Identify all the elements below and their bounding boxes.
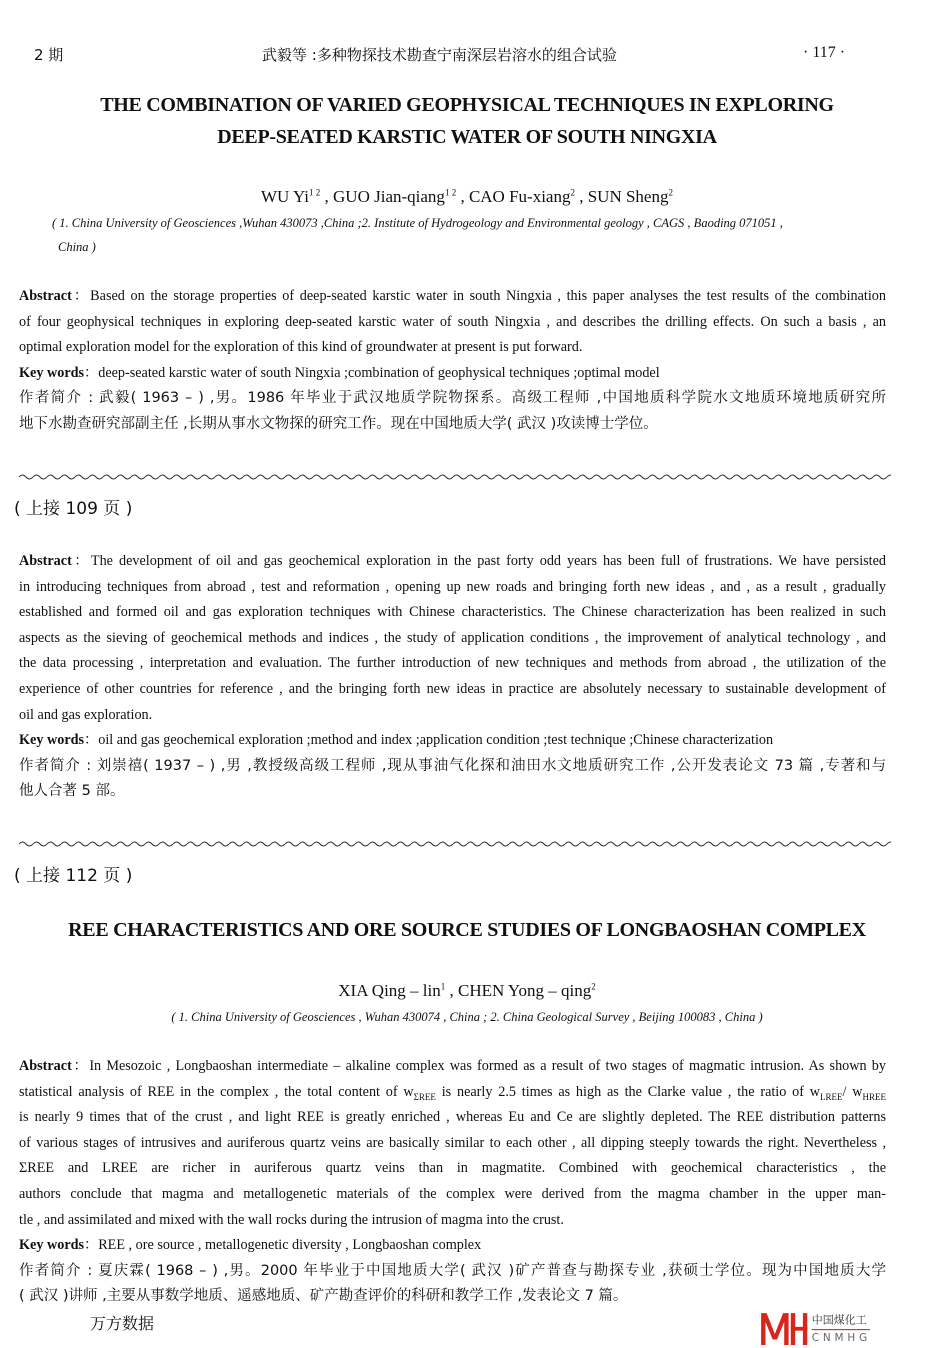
continued-from-note: ( 上接 112 页 ): [14, 866, 133, 886]
article1-authors: WU $Yi^{1 2}$ , GUO Jian-qiang$^{1 2}$ , CAO Fu-xiang$^2$ , SUN Sheng$^2$: [261, 187, 673, 206]
article2-keywords: Key words：oil and gas geochemical exploration ;method and index ;application condition ;test technique ;Chinese characterization: [19, 732, 774, 749]
article3-abstract: Abstract：In Mesozoic , Longbaoshan intermediate – alkaline complex was formed as a result of two stages of magmatic intrusion. As shown by statistical analysis of REE in the complex , the total content of $w_{\Sigma REE}$ is nearly 2.5 times as high as the Clarke value , the ratio of $w_{LREE}/$ $w_{HREE}$ is nearly 9 times that of the crust , and light REE is greatly enriched , whereas Eu and Ce are slightly depleted. The REE distribution patterns of various stages of intrusives and auriferous quartz veins are basically similar to each other , all dipping steeply towards the right. Nevertheless , ΣREE and LREE are richer in auriferous quartz veins than in magmatite. Combined with geochemical characteristics , the authors conclude that magma and metallogenetic materials of the complex were derived from the magma chamber in the upper man- tle , and assimilated and mixed with the wall rocks during the intrusion of magma into the crust. Key words：REE , ore source , metallogenetic diversity , Longbaoshan complex 作者简介 : 夏庆霖( 1968 – ) ,男。2000 年毕业于中国地质大学( 武汉 )矿产普查与勘探专业 ,获硕士学位。现为中国地质大学 ( 武汉 )讲师 ,主要从事数学地质、遥感地质、矿产勘查评价的科研和教学工作 ,发表论文 7 篇。: [19, 1058, 886, 1305]
article1-title-line2: DEEP-SEATED KARSTIC WATER OF SOUTH NINGXIA: [217, 126, 717, 148]
article1-bio: 作者简介 : 武毅( 1963 – ) ,男。1986 年毕业于武汉地质学院物探系。高级工程师 ,中国地质科学院水文地质环境地质研究所: [19, 390, 886, 407]
article1-keywords: Key words：deep-seated karstic water of south Ningxia ;combination of geophysical techniques ;optimal model: [19, 364, 660, 381]
logo-text-cn: 中国煤化工: [811, 1313, 867, 1327]
article2-bio: 作者简介 : 刘崇禧( 1937 – ) ,男 ,教授级高级工程师 ,现从事油气化探和油田水文地质研究工作 ,公开发表论文 73 篇 ,专著和与: [19, 757, 886, 774]
section-divider: [19, 840, 891, 848]
article1-affiliation: ( 1. China University of Geosciences ,Wuhan 430073 ,China ;2. Institute of Hydrogeology and Environmental geology , CAGS , Baoding 071051 ,: [52, 216, 783, 230]
section-divider: [19, 473, 891, 481]
continued-from-note: ( 上接 109 页 ): [14, 499, 133, 519]
issue-number: 2 期: [34, 46, 64, 64]
running-title: 武毅等 :多种物探技术勘查宁南深层岩溶水的组合试验: [262, 46, 617, 64]
article1-abstract: Abstract：Based on the storage properties of deep-seated karstic water in south Ningxia , this paper analyses the test results of the combination of four geophysical techniques in exploring deep-seated karstic water of south Ningxia , and describes the drilling effects. On such a basis , an optimal exploration model for the exploration of this kind of groundwater at present is put forward. Key words：deep-seated karstic water of south Ningxia ;combination of geophysical techniques ;optimal model 作者简介 : 武毅( 1963 – ) ,男。1986 年毕业于武汉地质学院物探系。高级工程师 ,中国地质科学院水文地质环境地质研究所 地下水勘查研究部副主任 ,长期从事水文物探的研究工作。现在中国地质大学( 武汉 )攻读博士学位。: [19, 288, 886, 432]
mh-logo-icon: [760, 1312, 810, 1346]
article3-authors: XIA Qing – lin$^1$ , CHEN Yong – qing$^2$: [338, 981, 596, 1000]
article3-keywords: Key words：REE , ore source , metallogenetic diversity , Longbaoshan complex: [19, 1237, 482, 1254]
cnmhg-logo-watermark: [760, 1312, 873, 1346]
page-number: · 117 ·: [803, 44, 846, 61]
article2-abstract: Abstract：The development of oil and gas geochemical exploration in the past forty odd years has been full of frustrations. We have persisted in introducing techniques from abroad , test and reformation , opening up new roads and bringing forth new ideas , and , as a result , gradually established and formed oil and gas exploration techniques with Chinese characteristics. The Chinese characterization has been realized in such aspects as the sieving of geochemical methods and indices , the study of application conditions , the improvement of analytical technology , and the data processing , interpretation and evaluation. The further introduction of new techniques and methods from abroad , the utilization of the experience of other countries for reference , and the bringing forth new ideas in practice are absolutely necessary to sustainable development of oil and gas exploration. Key words：oil and gas geochemical exploration ;method and index ;application condition ;test technique ;Chinese characterization 作者简介 : 刘崇禧( 1937 – ) ,男 ,教授级高级工程师 ,现从事油气化探和油田水文地质研究工作 ,公开发表论文 73 篇 ,专著和与 他人合著 5 部。: [19, 553, 886, 800]
article3-title: REE CHARACTERISTICS AND ORE SOURCE STUDIES OF LONGBAOSHAN COMPLEX: [68, 919, 866, 941]
article3-affiliation: ( 1. China University of Geosciences , Wuhan 430074 , China ; 2. China Geological Survey , Beijing 100083 , China ): [171, 1010, 763, 1024]
source-watermark: 万方数据: [90, 1314, 155, 1333]
logo-text-en: CNMHG: [811, 1331, 872, 1344]
article1-title-line1: THE COMBINATION OF VARIED GEOPHYSICAL TECHNIQUES IN EXPLORING: [100, 94, 834, 116]
article3-bio: 作者简介 : 夏庆霖( 1968 – ) ,男。2000 年毕业于中国地质大学( 武汉 )矿产普查与勘探专业 ,获硕士学位。现为中国地质大学: [19, 1262, 886, 1279]
article1-affiliation-cont: China ): [58, 240, 96, 254]
logo-rule: [812, 1329, 870, 1330]
